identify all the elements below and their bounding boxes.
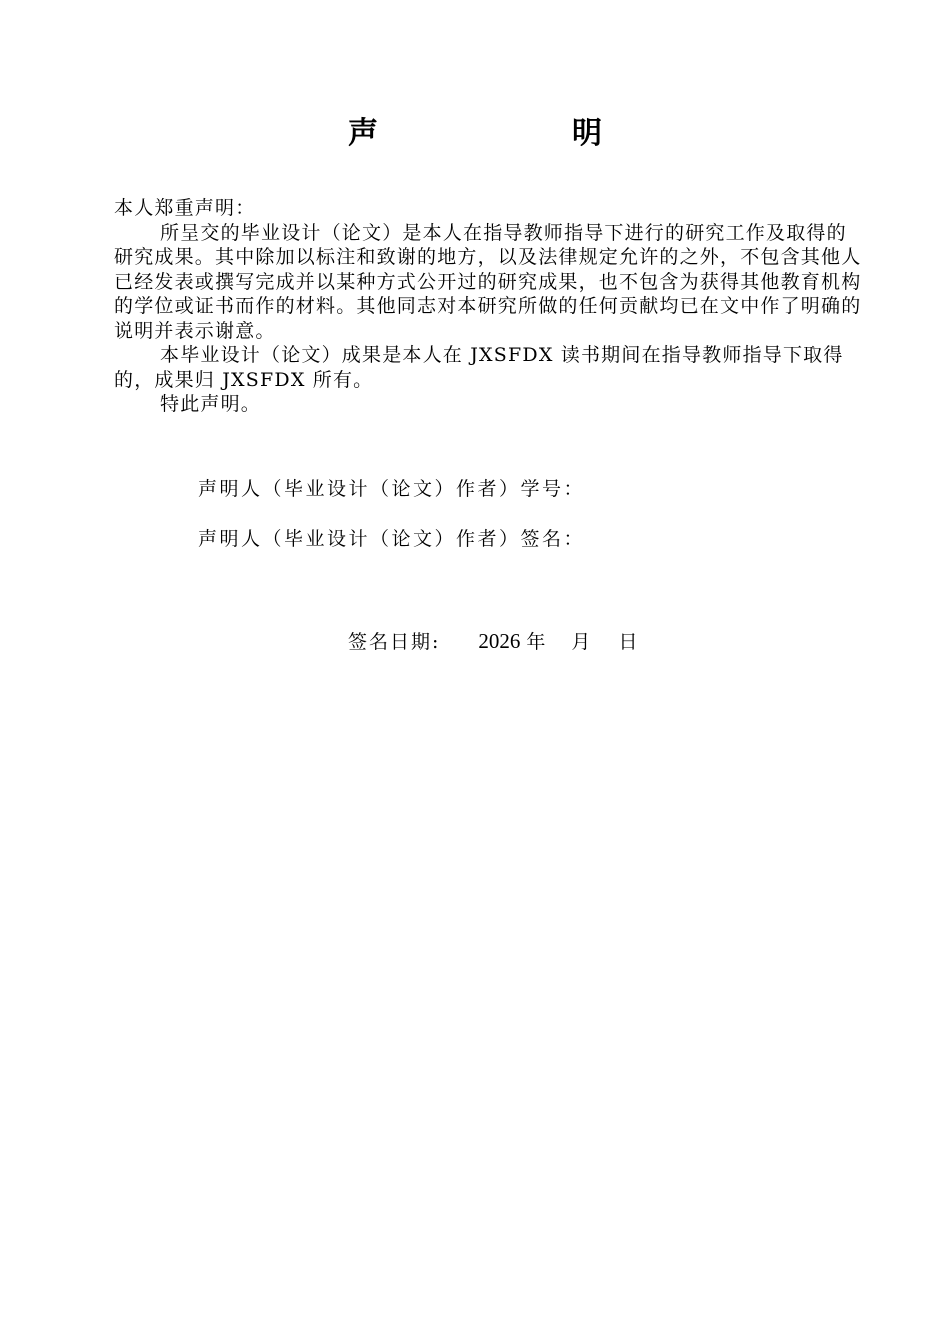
declaration-paragraph-1: 所呈交的毕业设计（论文）是本人在指导教师指导下进行的研究工作及取得的研究成果。其中除加以标注和致谢的地方，以及法律规定允许的之外，不包含其他人已经发表或撰写完成并以某种方式公开过的研究成果，也不包含为获得其他教育机构的学位或证书而作的材料。其他同志对本研究所做的任何贡献均已在文中作了明确的说明并表示谢意。 bbox=[114, 221, 862, 342]
page-title: 声 明 bbox=[348, 116, 684, 151]
date-year: 2026 bbox=[478, 629, 521, 653]
signature-date-line bbox=[348, 627, 637, 656]
student-id-label: 声明人（毕业设计（论文）作者）学号： bbox=[198, 478, 586, 500]
greeting-line: 本人郑重声明： bbox=[114, 197, 256, 219]
closing-line: 特此声明。 bbox=[160, 393, 262, 415]
declaration-paragraph-2: 本毕业设计（论文）成果是本人在 JXSFDX 读书期间在指导教师指导下取得的，成果归 JXSFDX 所有。 bbox=[114, 344, 844, 391]
month-unit: 月 bbox=[571, 631, 591, 653]
day-unit: 日 bbox=[618, 631, 638, 653]
year-unit: 年 bbox=[526, 631, 546, 653]
signature-label: 声明人（毕业设计（论文）作者）签名： bbox=[198, 528, 586, 550]
date-label: 签名日期: bbox=[348, 631, 441, 653]
declaration-body bbox=[114, 196, 862, 417]
